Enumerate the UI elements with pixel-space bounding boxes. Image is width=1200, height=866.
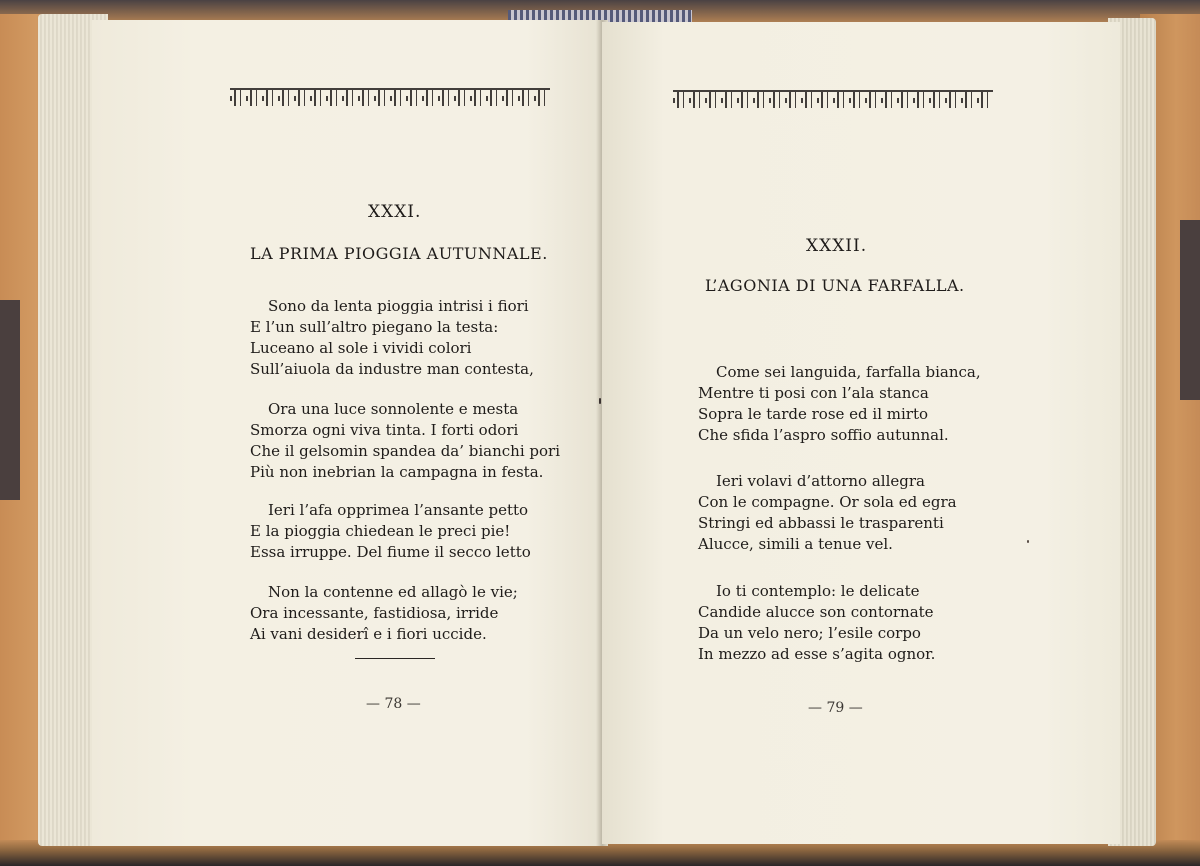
verse-line: Smorza ogni viva tinta. I forti odori [250, 421, 519, 439]
verse-line: E l’un sull’altro piegano la testa: [250, 318, 499, 336]
verse-line: Candide alucce son contornate [698, 603, 934, 621]
paper-speck [1027, 540, 1029, 543]
verse-line: Sono da lenta pioggia intrisi i fiori [268, 297, 529, 315]
verse-line: Sopra le tarde rose ed il mirto [698, 405, 929, 423]
verse-line: Ora una luce sonnolente e mesta [268, 400, 519, 418]
cover-shadow-right [1180, 220, 1200, 400]
verse-line: Stringi ed abbassi le trasparenti [698, 514, 944, 532]
verse-line: Non la contenne ed allagò le vie; [268, 583, 518, 601]
verse-line: Sull’aiuola da industre man contesta, [250, 360, 534, 378]
verse-line: Luceano al sole i vividi colori [250, 339, 472, 357]
left-header-ornament [230, 88, 550, 106]
left-page-number: — 78 — [366, 696, 421, 712]
left-poem-title: LA PRIMA PIOGGIA AUTUNNALE. [250, 244, 548, 263]
verse-line: Essa irruppe. Del fiume il secco letto [250, 543, 531, 561]
right-page-number: — 79 — [808, 700, 863, 716]
verse-line: Come sei languida, farfalla bianca, [716, 363, 981, 381]
gutter-mark [599, 398, 601, 404]
verse-line: E la pioggia chiedean le preci pie! [250, 522, 511, 540]
verse-line: Che il gelsomin spandea da’ bianchi pori [250, 442, 561, 460]
verse-line: Che sfida l’aspro soffio autunnal. [698, 426, 949, 444]
verse-line: Io ti contemplo: le delicate [716, 582, 920, 600]
verse-line: Da un velo nero; l’esile corpo [698, 624, 921, 642]
left-poem-number: XXXI. [368, 202, 422, 222]
verse-line: Ieri volavi d’attorno allegra [716, 472, 925, 490]
end-rule [355, 658, 435, 659]
right-poem-title: L’AGONIA DI UNA FARFALLA. [705, 276, 965, 295]
verse-line: Ora incessante, fastidiosa, irride [250, 604, 499, 622]
verse-line: Mentre ti posi con l’ala stanca [698, 384, 929, 402]
verse-line: In mezzo ad esse s’agita ognor. [698, 645, 936, 663]
right-poem-number: XXXII. [806, 236, 868, 256]
cover-shadow-left [0, 300, 20, 500]
verse-line: Ai vani desiderî e i fiori uccide. [250, 625, 487, 643]
verse-line: Alucce, simili a tenue vel. [698, 535, 893, 553]
right-header-ornament [673, 90, 993, 108]
verse-line: Ieri l’afa opprimea l’ansante petto [268, 501, 529, 519]
verse-line: Con le compagne. Or sola ed egra [698, 493, 957, 511]
verse-line: Più non inebrian la campagna in festa. [250, 463, 544, 481]
